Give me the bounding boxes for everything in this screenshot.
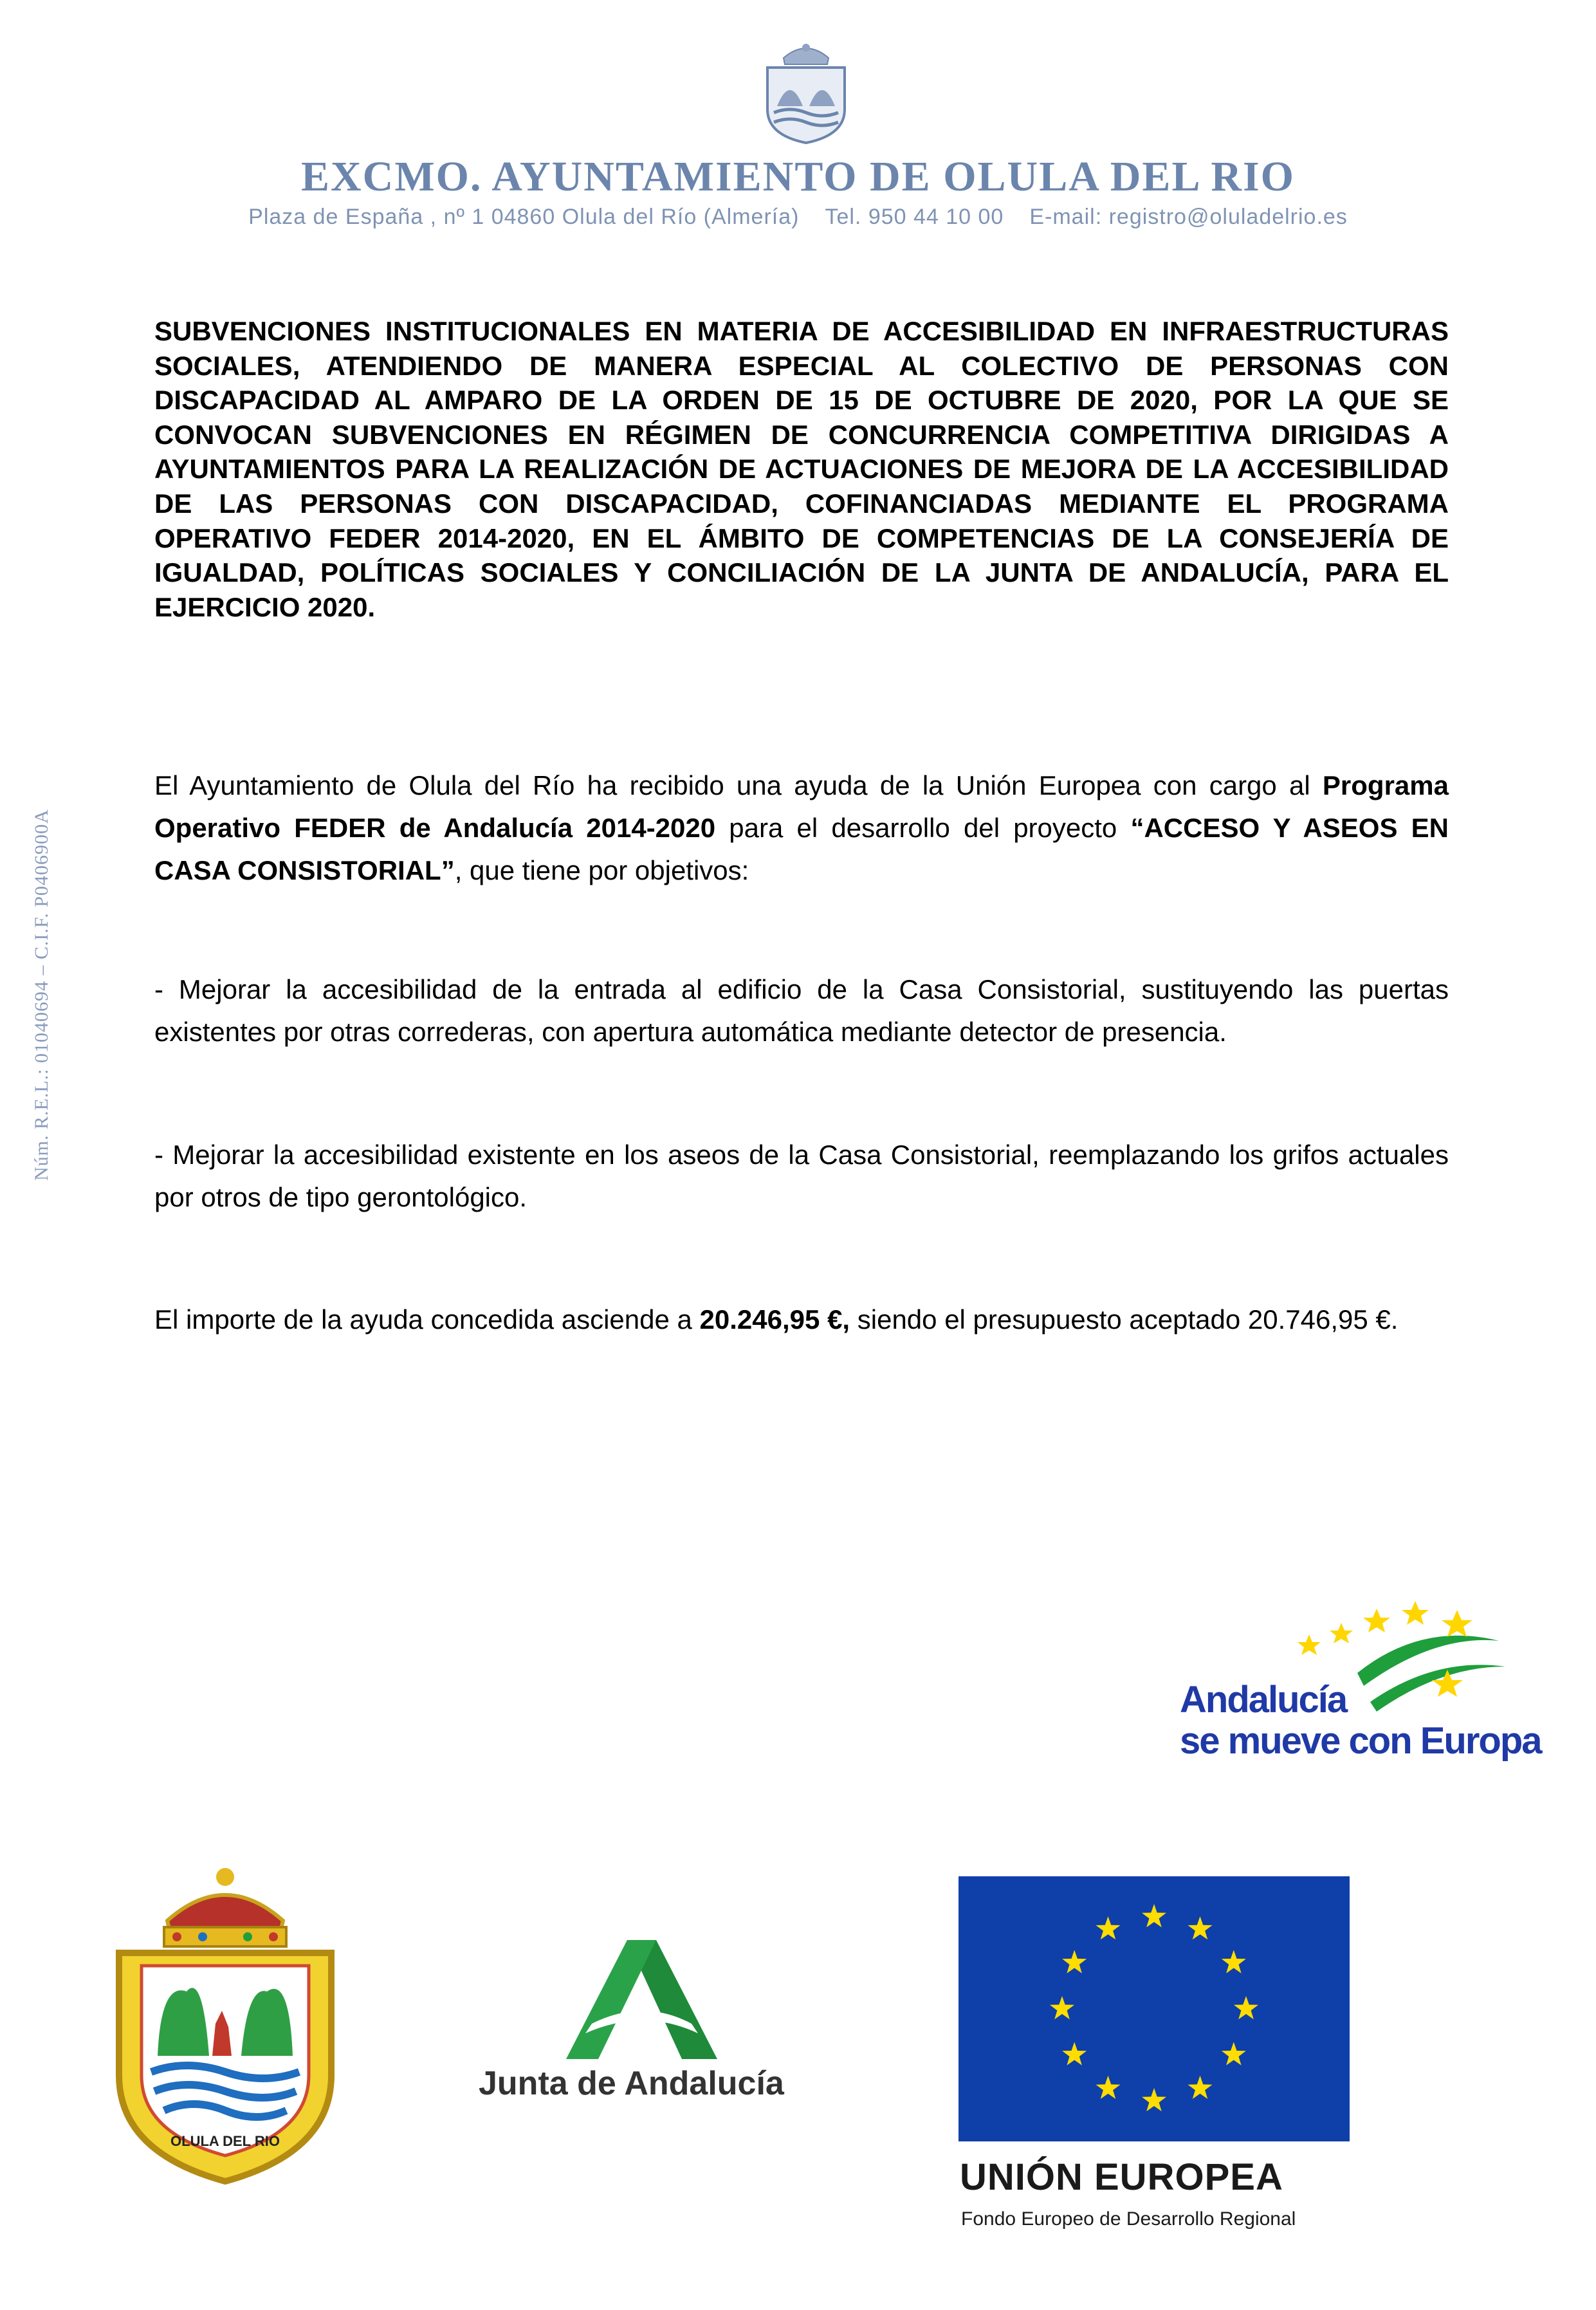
objective-item-entrance: - Mejorar la accesibilidad de la entrada al edificio de la Casa Consistorial, sustituyendo las puertas existentes por otras correderas, con apertura automática mediante detector de presencia. — [154, 974, 1449, 1047]
coat-of-arms-top-icon — [758, 39, 854, 145]
organization-title: EXCMO. AYUNTAMIENTO DE OLULA DEL RIO — [300, 153, 1296, 200]
olula-del-rio-crest-icon — [106, 1863, 344, 2185]
document-heading: SUBVENCIONES INSTITUCIONALES EN MATERIA DE ACCESIBILIDAD EN INFRAESTRUCTURAS SOCIALES, ATENDIENDO DE MANERA ESPECIAL AL COLECTIVO DE PERSONAS CON DISCAPACIDAD AL AMPARO DE LA ORDEN DE 15 DE OCTUBRE DE 2020, POR LA QUE SE CONVOCAN SUBVENCIONES EN RÉGIMEN DE CONCURRENCIA COMPETITIVA DIRIGIDAS A AYUNTAMIENTOS PARA LA REALIZACIÓN DE ACTUACIONES DE MEJORA DE LA ACCESIBILIDAD DE LAS PERSONAS CON DISCAPACIDAD, COFINANCIADAS MEDIANTE EL PROGRAMA OPERATIVO FEDER 2014-2020, EN EL ÁMBITO DE COMPETENCIAS DE LA CONSEJERÍA DE IGUALDAD, POLÍTICAS SOCIALES Y CONCILIACIÓN DE LA JUNTA DE ANDALUCÍA, PARA EL EJERCICIO 2020. — [154, 316, 1449, 622]
junta-de-andalucia-logo-icon — [560, 1937, 727, 2065]
crest-label: OLULA DEL RIO — [170, 2133, 280, 2149]
european-union-flag-icon — [959, 1876, 1350, 2141]
intro-paragraph — [154, 764, 1449, 892]
andalucia-logo-line2: se mueve con Europa — [1180, 1720, 1541, 1762]
european-union-title: UNIÓN EUROPEA — [960, 2156, 1283, 2198]
junta-de-andalucia-label: Junta de Andalucía — [479, 2065, 784, 2102]
intro-text-2: para el desarrollo del proyecto — [715, 813, 1131, 843]
funding-text-2: siendo el presupuesto aceptado 20.746,95 €. — [850, 1304, 1399, 1335]
erdf-fund-label: Fondo Europeo de Desarrollo Regional — [961, 2208, 1296, 2230]
intro-text-3: , que tiene por objetivos: — [454, 855, 749, 885]
organization-address: Plaza de España , nº 1 04860 Olula del Río (Almería) — [248, 205, 800, 229]
intro-text-1: El Ayuntamiento de Olula del Río ha recibido una ayuda de la Unión Europea con cargo al — [154, 770, 1323, 800]
project-name: “ACCESO Y ASEOS EN CASA CONSISTORIAL” — [154, 813, 1449, 885]
objective-item-restrooms: - Mejorar la accesibilidad existente en los aseos de la Casa Consistorial, reemplazando los grifos actuales por otros de tipo gerontológico. — [154, 1140, 1449, 1212]
organization-email: E-mail: registro@oluladelrio.es — [1029, 205, 1348, 229]
registry-number-note: Núm. R.E.L.: 01040694 – C.I.F. P0406900A — [31, 809, 52, 1181]
funding-text-1: El importe de la ayuda concedida asciende a — [154, 1304, 700, 1335]
organization-phone: Tel. 950 44 10 00 — [825, 205, 1004, 229]
program-name: Programa Operativo FEDER de Andalucía 2014-2020 — [154, 770, 1449, 843]
organization-contact — [0, 205, 1596, 230]
andalucia-logo-line1: Andalucía — [1180, 1679, 1347, 1721]
andalucia-europe-logo-text — [1180, 1679, 1541, 1762]
grant-amount: 20.246,95 €, — [699, 1304, 850, 1335]
funding-paragraph — [154, 1298, 1449, 1341]
